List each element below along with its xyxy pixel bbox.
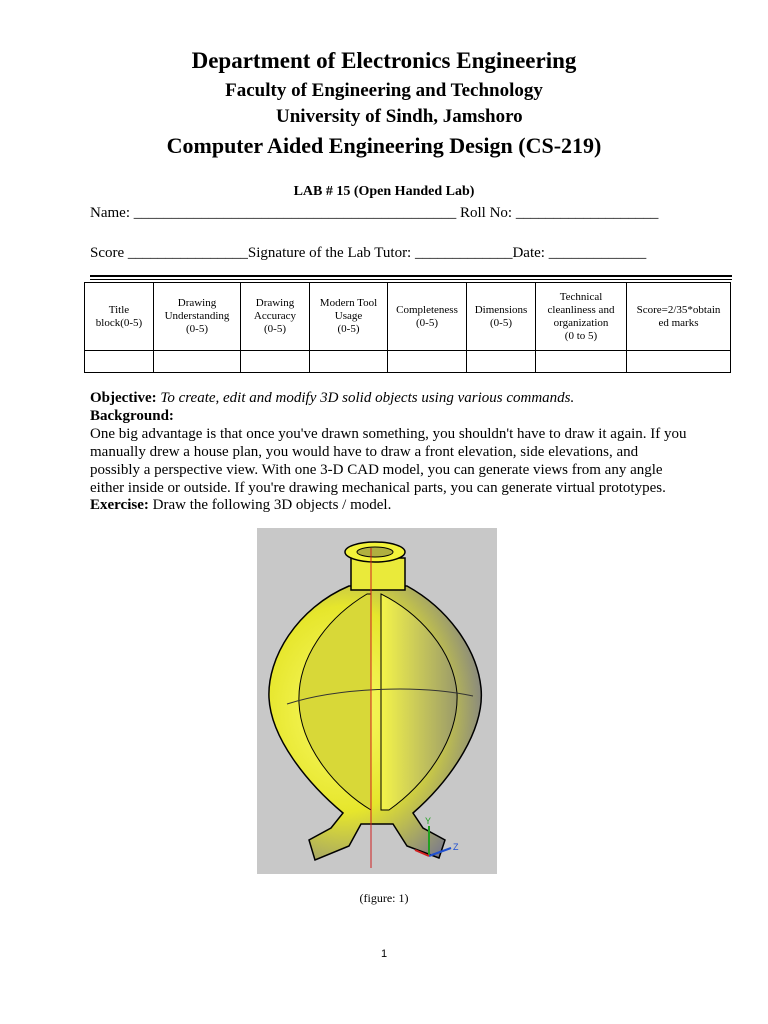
page-number: 1 xyxy=(380,948,388,960)
score-header-cell: Score=2/35*obtain ed marks xyxy=(627,283,731,351)
score-entry-cell xyxy=(388,351,467,373)
exercise-text: Draw the following 3D objects / model. xyxy=(152,497,392,513)
objective-label: Objective: xyxy=(90,390,157,406)
score-entry-cell xyxy=(154,351,241,373)
exercise-paragraph xyxy=(90,496,690,514)
objective-paragraph xyxy=(90,389,690,407)
name-rollno-line: Name: ___________________________________________ Roll No: ___________________ xyxy=(90,205,659,221)
score-table xyxy=(84,282,731,373)
vase-3d-figure xyxy=(257,528,497,874)
score-header-cell: Drawing Understanding (0-5) xyxy=(154,283,241,351)
faculty-title: Faculty of Engineering and Technology xyxy=(225,80,543,101)
figure-caption: (figure: 1) xyxy=(359,891,409,905)
vase-illustration xyxy=(257,528,497,874)
lab-title: LAB # 15 (Open Handed Lab) xyxy=(293,184,475,199)
score-entry-cell xyxy=(467,351,536,373)
thin-divider xyxy=(90,279,732,280)
score-header-cell: Dimensions (0-5) xyxy=(467,283,536,351)
score-table-header-row xyxy=(85,283,731,351)
score-signature-date-line: Score ________________Signature of the Lab Tutor: _____________Date: _____________ xyxy=(90,245,647,261)
background-label: Background: xyxy=(90,408,174,424)
score-header-cell: Drawing Accuracy (0-5) xyxy=(241,283,310,351)
score-entry-cell xyxy=(627,351,731,373)
vase-neck xyxy=(351,558,405,590)
background-text: One big advantage is that once you've drawn something, you shouldn't have to draw it again. If you manually drew a house plan, you would have to draw a front elevation, side elevations, and possibly a perspective view. With one 3-D CAD model, you can generate views from any angle either inside or outside. If you're drawing mechanical parts, you can generate virtual prototypes. xyxy=(90,426,687,496)
university-title: University of Sindh, Jamshoro xyxy=(276,106,523,127)
score-header-cell: Completeness (0-5) xyxy=(388,283,467,351)
score-entry-cell xyxy=(310,351,388,373)
score-entry-cell xyxy=(536,351,627,373)
score-entry-cell xyxy=(241,351,310,373)
objective-text: To create, edit and modify 3D solid objects using various commands. xyxy=(160,390,575,406)
score-header-cell: Technical cleanliness and organization (0 to 5) xyxy=(536,283,627,351)
exercise-label: Exercise: xyxy=(90,497,149,513)
score-entry-cell xyxy=(85,351,154,373)
course-title: Computer Aided Engineering Design (CS-219) xyxy=(166,133,602,158)
score-header-cell: Title block(0-5) xyxy=(85,283,154,351)
department-title: Department of Electronics Engineering xyxy=(191,48,577,73)
score-table-entry-row xyxy=(85,351,731,373)
z-axis-label: Z xyxy=(453,842,459,852)
score-header-cell: Modern Tool Usage (0-5) xyxy=(310,283,388,351)
thick-divider xyxy=(90,275,732,277)
y-axis-label: Y xyxy=(425,816,432,826)
vase-opening xyxy=(357,547,393,557)
